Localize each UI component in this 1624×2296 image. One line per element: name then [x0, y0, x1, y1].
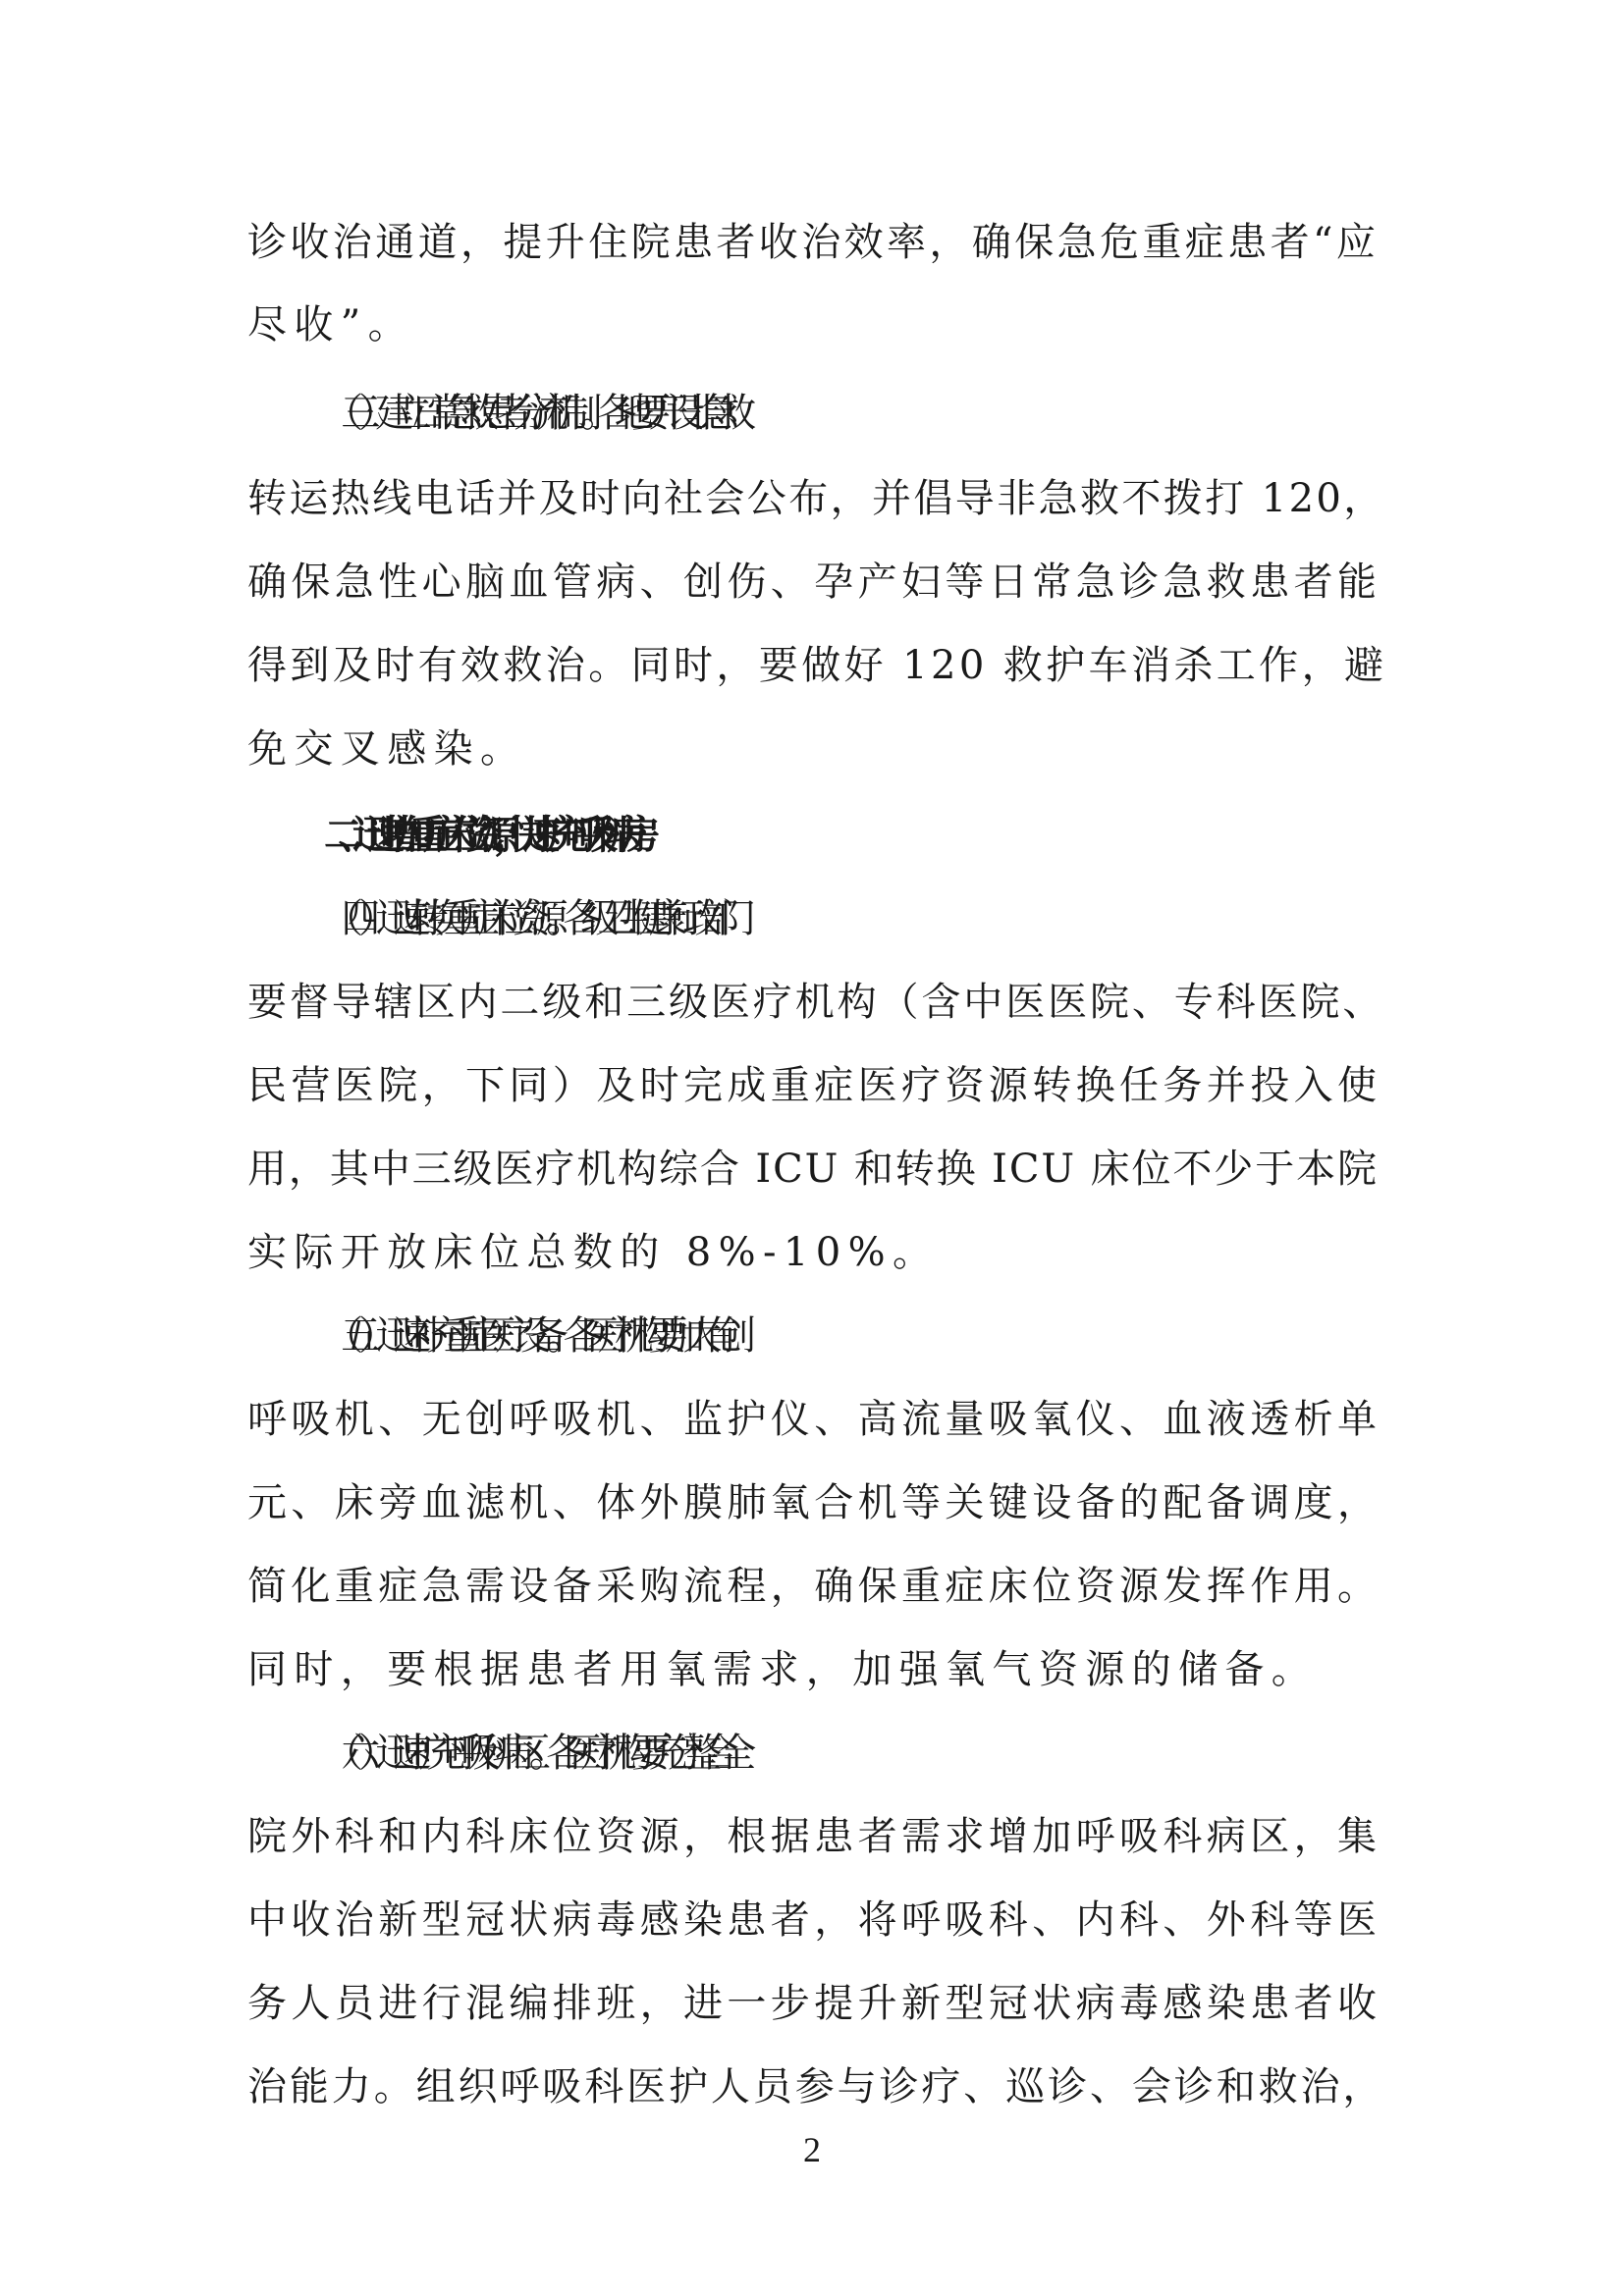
body-text-line: 得到及时有效救治。同时，要做好 120 救护车消杀工作，避 — [247, 643, 1387, 688]
body-text-line: 治能力。组织呼吸科医护人员参与诊疗、巡诊、会诊和救治， — [247, 2064, 1385, 2109]
section-paragraph-4-start: （四）迅速转换重症床位资源。各级卫生健康行政部门 — [324, 896, 734, 941]
body-text-line: 民营医院，下同）及时完成重症医疗资源转换任务并投入使 — [247, 1063, 1381, 1108]
body-text-line: 尽收”。 — [247, 302, 415, 347]
body-text-line: 中收治新型冠状病毒感染患者，将呼吸科、内科、外科等医 — [247, 1897, 1381, 1943]
body-text-line: 呼吸机、无创呼吸机、监护仪、高流量吸氧仪、血液透析单 — [247, 1397, 1381, 1442]
body-text-line: 务人员进行混编排班，进一步提升新型冠状病毒感染患者收 — [247, 1981, 1381, 2026]
body-text-line: 实际开放床位总数的 8%-10%。 — [247, 1230, 940, 1275]
body-text-line: 元、床旁血滤机、体外膜肺氧合机等关键设备的配备调度， — [247, 1480, 1381, 1525]
body-text-line: 用，其中三级医疗机构综合 ICU 和转换 ICU 床位不少于本院 — [247, 1147, 1379, 1192]
page-number: 2 — [803, 2130, 821, 2169]
body-text-line: 确保急性心脑血管病、创伤、孕产妇等日常急诊急救患者能 — [247, 560, 1381, 605]
body-text-line: 要督导辖区内二级和三级医疗机构（含中医医院、专科医院、 — [247, 980, 1385, 1025]
section-paragraph-3-start: （三）建立日常急救患者分流机制。各地要开设非急救 — [324, 391, 734, 436]
body-text-line: 简化重症急需设备采购流程，确保重症床位资源发挥作用。 — [247, 1564, 1381, 1609]
section-paragraph-6-start: （六）迅速扩充呼吸科病区。各医疗机构要充分整合全 — [324, 1731, 734, 1776]
body-text-line: 同时，要根据患者用氧需求，加强氧气资源的储备。 — [247, 1647, 1319, 1692]
body-text-line: 免交叉感染。 — [247, 726, 527, 772]
body-text-line: 院外科和内科床位资源，根据患者需求增加呼吸科病区，集 — [247, 1814, 1381, 1859]
body-text-line: 诊收治通道，提升住院患者收治效率，确保急危重症患者“应 — [247, 220, 1380, 265]
section-paragraph-5-start: （五）迅速补充重症医疗设备。各医疗机构要加大有创 — [324, 1313, 734, 1359]
section-heading-2: 二、迅速增加重症床位资源，快速扩充呼吸科病房 — [324, 813, 635, 858]
body-text-line: 转运热线电话并及时向社会公布，并倡导非急救不拨打 120， — [247, 476, 1385, 521]
